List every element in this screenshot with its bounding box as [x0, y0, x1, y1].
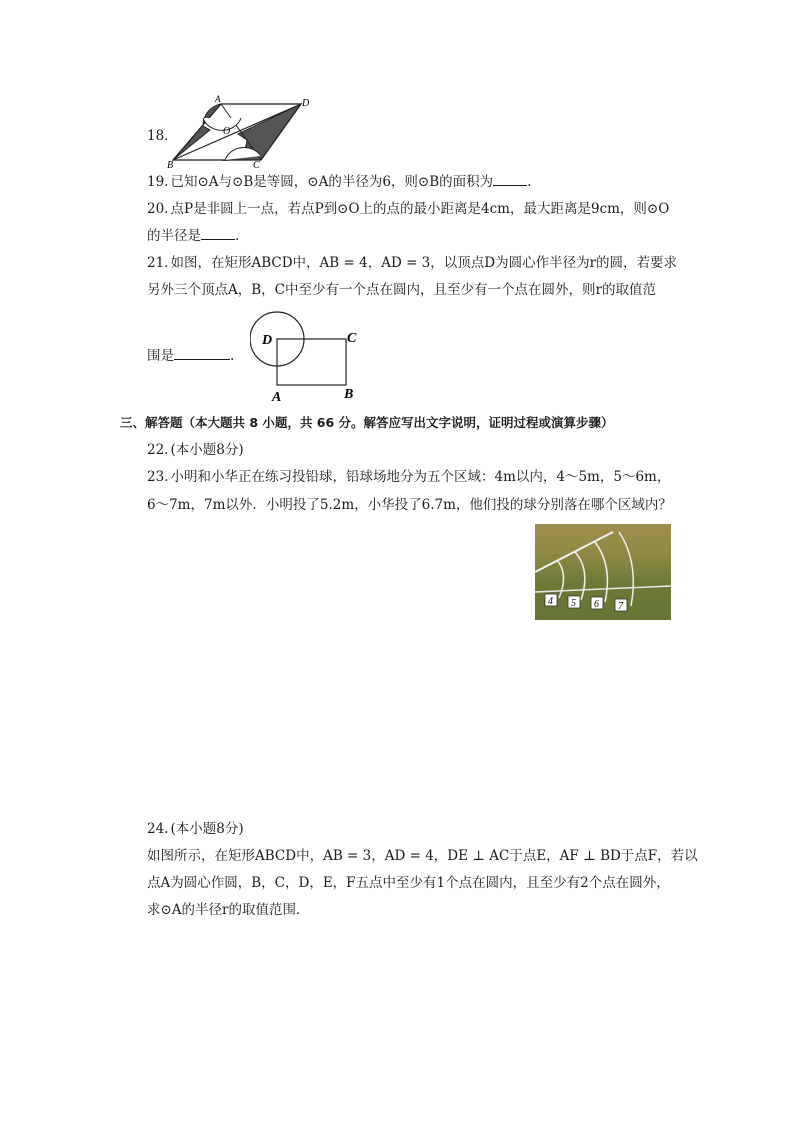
q18-arc-top	[203, 118, 241, 130]
q20-text-2: 的半径是	[147, 228, 201, 244]
q23-number: 23.	[147, 469, 169, 485]
q23-text-2: 6～7m，7m以外．小明投了5.2m，小华投了6.7m，他们投的球分别落在哪个区域内？	[147, 497, 672, 513]
q21-label-a: A	[272, 390, 282, 404]
q21-line-3	[147, 347, 234, 365]
q19-text: 已知⊙A与⊙B是等圆，⊙A的半径为6，则⊙B的面积为	[170, 174, 494, 190]
q23-photo-label-6: 6	[594, 599, 599, 610]
q24-line-1	[147, 847, 698, 865]
q20-answer-blank[interactable]	[201, 227, 235, 240]
q21-label-b: B	[344, 387, 354, 402]
q24-text-3: 求⊙A的半径r的取值范围．	[147, 902, 310, 918]
q23-line-1	[147, 468, 670, 486]
q20-end: .	[235, 228, 240, 244]
q19-answer-blank[interactable]	[493, 173, 527, 186]
q19-line	[147, 173, 531, 191]
q20-text-1: 点P是非圆上一点，若点P到⊙O上的点的最小距离是4cm，最大距离是9cm，则⊙O	[170, 201, 670, 217]
section-3-heading: 三、解答题（本大题共 8 小题，共 66 分。解答应写出文字说明，证明过程或演算步骤）	[120, 415, 614, 430]
q21-number: 21.	[147, 255, 169, 271]
q21-figure	[250, 308, 360, 404]
q23-line-2	[147, 496, 672, 514]
q24-text-2: 点A为圆心作圆，B，C，D，E，F五点中至少有1个点在圆内，且至少有2个点在圆外，	[147, 875, 670, 891]
q23-text-1: 小明和小华正在练习投铅球，铅球场地分为五个区域：4m以内，4～5m，5～6m，	[170, 469, 671, 485]
q18-label-o: O	[223, 126, 231, 137]
q18-label-c: C	[253, 160, 260, 170]
q21-text-3: 围是	[147, 348, 174, 364]
q18-label-d: D	[302, 98, 310, 109]
q24-line-2	[147, 874, 670, 892]
q21-line-1	[147, 254, 677, 272]
q21-rectangle-abcd	[277, 339, 346, 385]
q19-number: 19.	[147, 174, 169, 190]
q18-label-a: A	[215, 94, 221, 104]
q21-text-2: 另外三个顶点A，B，C中至少有一个点在圆内，且至少有一个点在圆外，则r的取值范	[147, 282, 656, 298]
q24-text-1: 如图所示，在矩形ABCD中，AB = 3，AD = 4，DE ⊥ AC于点E，AF ⊥ BD于点F，若以	[147, 848, 698, 864]
q21-label-d: D	[262, 333, 273, 348]
q18-number: 18.	[147, 128, 169, 144]
q20-line-2	[147, 227, 239, 245]
q20-line-1	[147, 200, 669, 218]
q24-text-0: (本小题8分)	[170, 821, 244, 837]
q21-answer-blank[interactable]	[174, 347, 230, 360]
q23-photo-label-4: 4	[548, 596, 553, 607]
q24-number: 24.	[147, 821, 169, 837]
q19-end: .	[527, 174, 532, 190]
q21-text-1: 如图，在矩形ABCD中，AB = 4，AD = 3，以顶点D为圆心作半径为r的圆，若要求	[170, 255, 678, 271]
q24-line-0	[147, 820, 244, 838]
q21-end: .	[230, 348, 235, 364]
q23-field-photo	[535, 524, 671, 620]
q20-number: 20.	[147, 201, 169, 217]
q24-line-3	[147, 901, 310, 919]
q23-photo-label-7: 7	[618, 601, 623, 612]
q18-figure	[165, 94, 315, 170]
q22-line	[147, 441, 244, 459]
q22-number: 22.	[147, 442, 169, 458]
q22-text: (本小题8分)	[170, 442, 244, 458]
q21-line-2	[147, 281, 656, 299]
q21-label-c: C	[347, 331, 357, 346]
q23-photo-label-5: 5	[571, 598, 576, 609]
q18-label-b: B	[167, 160, 174, 170]
